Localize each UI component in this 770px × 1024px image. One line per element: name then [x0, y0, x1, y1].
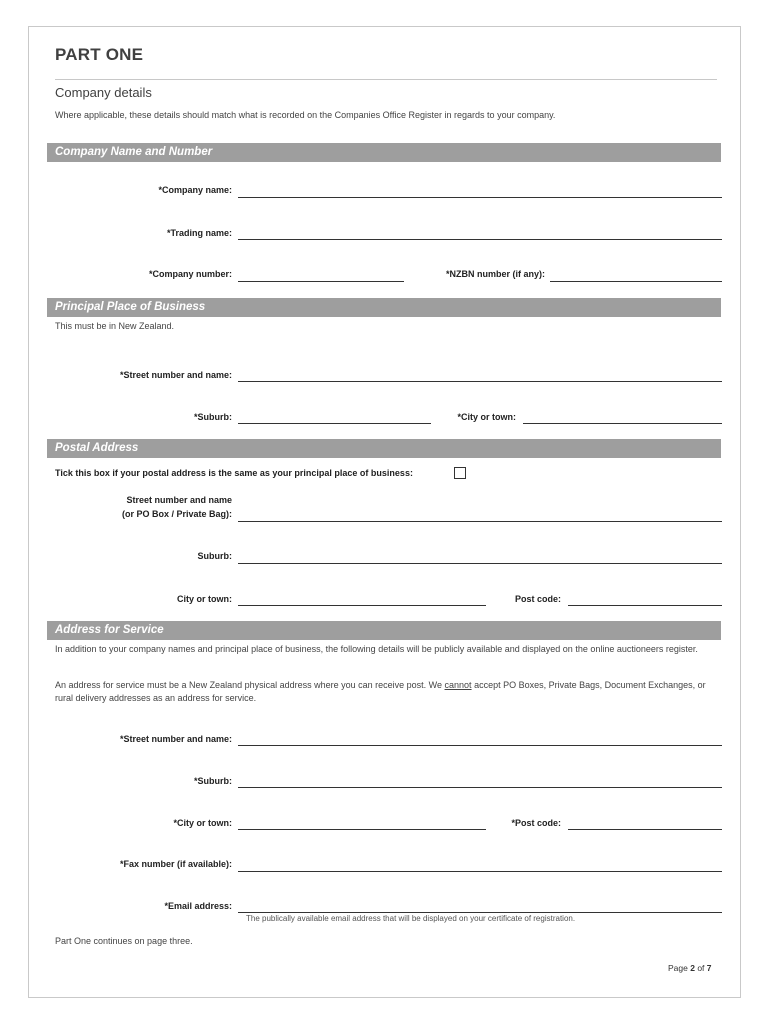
postal-street-label-line1: Street number and name [126, 495, 232, 505]
part-title: PART ONE [55, 45, 144, 64]
postal-postcode-label: Post code: [514, 594, 561, 604]
title-divider [55, 79, 717, 80]
postal-postcode-field[interactable] [568, 605, 722, 606]
fax-label: *Fax number (if available): [119, 859, 232, 869]
page-number: Page 2 of 7 [668, 963, 712, 973]
postal-city-label: City or town: [177, 594, 232, 604]
company-name-field[interactable] [238, 197, 722, 198]
principal-suburb-field[interactable] [238, 423, 431, 424]
intro-text: Where applicable, these details should match what is recorded on the Companies Office Register in regards to your company. [55, 110, 556, 120]
service-city-label: *City or town: [173, 818, 232, 828]
principal-note: This must be in New Zealand. [55, 321, 175, 331]
postal-section-bar: Postal Address [47, 439, 721, 458]
email-field[interactable] [238, 912, 722, 913]
postal-suburb-field[interactable] [238, 563, 722, 564]
trading-name-field[interactable] [238, 239, 722, 240]
principal-street-field[interactable] [238, 381, 722, 382]
service-paragraph-2: An address for service must be a New Zealand physical address where you can receive post. We cannot accept PO Boxes, Private Bags, Document Exchanges, or rural delivery addresses as an address for service. [55, 680, 706, 703]
postal-street-label-line2: (or PO Box / Private Bag): [121, 509, 232, 519]
postal-same-text: Tick this box if your postal address is the same as your principal place of business: [55, 468, 413, 478]
email-label: *Email address: [164, 901, 232, 911]
company-number-label: *Company number: [148, 269, 232, 279]
company-number-field[interactable] [238, 281, 404, 282]
nzbn-label: *NZBN number (if any): [446, 269, 545, 279]
email-hint: The publically available email address that will be displayed on your certificate of registration. [246, 914, 576, 923]
service-street-label: *Street number and name: [119, 734, 232, 744]
service-postcode-field[interactable] [568, 829, 722, 830]
principal-suburb-label: *Suburb: [194, 412, 232, 422]
trading-name-label: *Trading name: [166, 228, 232, 238]
nzbn-field[interactable] [550, 281, 722, 282]
service-postcode-label: *Post code: [511, 818, 561, 828]
company-section-bar: Company Name and Number [47, 143, 721, 162]
fax-field[interactable] [238, 871, 722, 872]
principal-city-label: *City or town: [457, 412, 516, 422]
principal-section-bar: Principal Place of Business [47, 298, 721, 317]
principal-city-field[interactable] [523, 423, 722, 424]
postal-suburb-label: Suburb: [197, 551, 232, 561]
service-section-bar: Address for Service [47, 621, 721, 640]
continues-note: Part One continues on page three. [55, 936, 193, 946]
service-city-field[interactable] [238, 829, 486, 830]
postal-same-checkbox[interactable] [454, 467, 466, 479]
principal-street-label: *Street number and name: [119, 370, 232, 380]
postal-street-field[interactable] [238, 521, 722, 522]
service-street-field[interactable] [238, 745, 722, 746]
cannot-underlined: cannot [444, 680, 472, 690]
service-suburb-label: *Suburb: [194, 776, 232, 786]
postal-city-field[interactable] [238, 605, 486, 606]
section-heading: Company details [55, 85, 152, 100]
service-paragraph-1: In addition to your company names and principal place of business, the following details will be publicly available and displayed on the online auctioneers register. [55, 644, 698, 654]
company-name-label: *Company name: [158, 185, 232, 195]
service-suburb-field[interactable] [238, 787, 722, 788]
